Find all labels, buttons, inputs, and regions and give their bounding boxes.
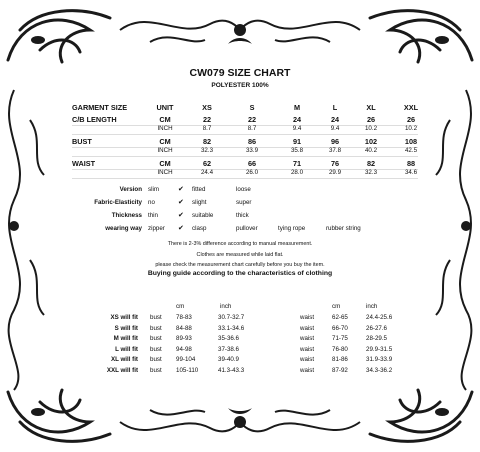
- size-cell: 24.4: [200, 169, 214, 176]
- check-icon: ✔: [178, 186, 184, 193]
- check-icon: ✔: [178, 225, 184, 232]
- characteristic-option: thick: [236, 212, 249, 219]
- size-cell: 35.8: [290, 147, 304, 154]
- guide-size-label: S will fit: [114, 325, 138, 332]
- guide-size-label: XXL will fit: [106, 367, 138, 374]
- chart-title: CW079 SIZE CHART: [189, 67, 291, 79]
- size-table-header: GARMENT SIZE: [72, 103, 128, 112]
- guide-bust-label: bust: [150, 356, 162, 363]
- characteristic-option: slight: [192, 199, 207, 206]
- guide-waist-cm: 66-70: [332, 325, 348, 332]
- guide-size-label: XS will fit: [110, 314, 138, 321]
- size-cell: 29.9: [328, 169, 342, 176]
- guide-bust-label: bust: [150, 346, 162, 353]
- size-row-unit: INCH: [157, 169, 173, 176]
- guide-waist-label: waist: [300, 335, 315, 342]
- guide-bust-cm: 78-83: [176, 314, 192, 321]
- guide-waist-inch: 28-29.5: [366, 335, 387, 342]
- characteristic-option: loose: [236, 186, 251, 193]
- guide-bust-cm: 89-93: [176, 335, 192, 342]
- size-table-header: XXL: [403, 103, 419, 112]
- size-cell: 88: [406, 159, 416, 168]
- guide-bust-label: bust: [150, 367, 162, 374]
- size-cell: 26: [366, 115, 376, 124]
- characteristic-label: Fabric-Elasticity: [94, 199, 142, 206]
- size-cell: 8.7: [247, 125, 257, 132]
- note-line: please check the measurement chart carefully before you buy the item.: [155, 262, 325, 268]
- guide-bust-inch: 39-40.9: [218, 356, 239, 363]
- size-cell: 102: [364, 137, 378, 146]
- characteristic-option: super: [236, 199, 252, 206]
- characteristic-label: Version: [119, 186, 142, 193]
- characteristic-option: thin: [148, 212, 158, 219]
- guide-col-cm: cm: [176, 303, 185, 310]
- size-row-unit: CM: [159, 115, 171, 124]
- size-table-header: XS: [202, 103, 212, 112]
- size-cell: 9.4: [292, 125, 302, 132]
- size-cell: 42.5: [404, 147, 418, 154]
- size-table-header: UNIT: [156, 103, 174, 112]
- size-row-unit: INCH: [157, 125, 173, 132]
- size-row-label: BUST: [72, 137, 92, 146]
- characteristic-option: pullover: [236, 225, 258, 232]
- size-cell: 82: [202, 137, 212, 146]
- characteristic-option: tying rope: [278, 225, 306, 232]
- size-cell: 26: [406, 115, 416, 124]
- guide-bust-label: bust: [150, 335, 162, 342]
- guide-bust-label: bust: [150, 325, 162, 332]
- guide-bust-label: bust: [150, 314, 162, 321]
- guide-bust-inch: 33.1-34.6: [218, 325, 245, 332]
- characteristic-option: zipper: [148, 225, 165, 232]
- guide-waist-label: waist: [300, 325, 315, 332]
- size-cell: 33.9: [245, 147, 259, 154]
- buying-guide-heading: Buying guide according to the characteristics of clothing: [147, 270, 333, 277]
- characteristic-label: wearing way: [105, 225, 142, 232]
- row-divider: [72, 134, 418, 135]
- guide-waist-cm: 81-86: [332, 356, 348, 363]
- guide-waist-cm: 71-75: [332, 335, 348, 342]
- guide-bust-cm: 99-104: [176, 356, 196, 363]
- guide-bust-cm: 84-88: [176, 325, 192, 332]
- characteristic-option: slim: [148, 186, 159, 193]
- size-cell: 28.0: [290, 169, 304, 176]
- guide-waist-cm: 76-80: [332, 346, 348, 353]
- size-cell: 108: [404, 137, 418, 146]
- guide-waist-inch: 26-27.6: [366, 325, 387, 332]
- size-cell: 96: [330, 137, 340, 146]
- size-cell: 76: [330, 159, 340, 168]
- size-cell: 91: [292, 137, 302, 146]
- guide-bust-cm: 105-110: [176, 367, 199, 374]
- size-cell: 24: [330, 115, 340, 124]
- size-table-header: S: [249, 103, 255, 112]
- guide-col-cm: cm: [332, 303, 341, 310]
- size-cell: 10.2: [404, 125, 418, 132]
- note-line: Clothes are measured while laid flat.: [196, 252, 284, 258]
- guide-waist-inch: 34.3-36.2: [366, 367, 393, 374]
- size-cell: 32.3: [200, 147, 214, 154]
- check-icon: ✔: [178, 199, 184, 206]
- size-cell: 22: [247, 115, 257, 124]
- size-row-label: WAIST: [72, 159, 96, 168]
- size-cell: 32.3: [364, 169, 378, 176]
- guide-waist-label: waist: [300, 346, 315, 353]
- characteristic-option: fitted: [192, 186, 206, 193]
- guide-waist-label: waist: [300, 367, 315, 374]
- guide-waist-inch: 29.9-31.5: [366, 346, 393, 353]
- characteristic-label: Thickness: [111, 212, 142, 219]
- guide-waist-label: waist: [300, 314, 315, 321]
- size-cell: 37.8: [328, 147, 342, 154]
- guide-waist-label: waist: [300, 356, 315, 363]
- size-cell: 9.4: [330, 125, 340, 132]
- size-cell: 34.6: [404, 169, 418, 176]
- size-cell: 8.7: [202, 125, 212, 132]
- size-table-header: M: [293, 103, 301, 112]
- guide-size-label: M will fit: [113, 335, 138, 342]
- size-table-header: XL: [366, 103, 376, 112]
- size-cell: 71: [292, 159, 302, 168]
- guide-waist-cm: 87-92: [332, 367, 348, 374]
- size-cell: 26.0: [245, 169, 259, 176]
- guide-bust-cm: 94-98: [176, 346, 192, 353]
- size-cell: 66: [247, 159, 257, 168]
- material-label: POLYESTER 100%: [211, 82, 269, 89]
- guide-waist-cm: 62-65: [332, 314, 348, 321]
- size-row-label: C/B LENGTH: [72, 115, 117, 124]
- size-cell: 62: [202, 159, 212, 168]
- row-divider: [72, 156, 418, 157]
- check-icon: ✔: [178, 212, 184, 219]
- size-row-unit: INCH: [157, 147, 173, 154]
- note-line: There is 2-3% difference according to manual measurement.: [167, 241, 313, 247]
- guide-bust-inch: 30.7-32.7: [218, 314, 245, 321]
- guide-size-label: XL will fit: [110, 356, 138, 363]
- guide-bust-inch: 41.3-43.3: [218, 367, 245, 374]
- size-table-header: L: [332, 103, 338, 112]
- size-row-unit: CM: [159, 137, 171, 146]
- guide-bust-inch: 35-36.6: [218, 335, 239, 342]
- characteristic-option: rubber string: [326, 225, 361, 232]
- row-divider: [72, 178, 418, 179]
- characteristic-option: suitable: [192, 212, 214, 219]
- size-row-unit: CM: [159, 159, 171, 168]
- guide-waist-inch: 31.9-33.9: [366, 356, 393, 363]
- guide-col-inch: inch: [366, 303, 378, 310]
- size-cell: 86: [247, 137, 257, 146]
- size-cell: 82: [366, 159, 376, 168]
- size-cell: 22: [202, 115, 212, 124]
- characteristic-option: clasp: [192, 225, 207, 232]
- size-cell: 10.2: [364, 125, 378, 132]
- guide-size-label: L will fit: [115, 346, 138, 353]
- size-cell: 24: [292, 115, 302, 124]
- guide-waist-inch: 24.4-25.6: [366, 314, 393, 321]
- guide-bust-inch: 37-38.6: [218, 346, 239, 353]
- characteristic-option: no: [148, 199, 155, 206]
- guide-col-inch: inch: [220, 303, 232, 310]
- size-cell: 40.2: [364, 147, 378, 154]
